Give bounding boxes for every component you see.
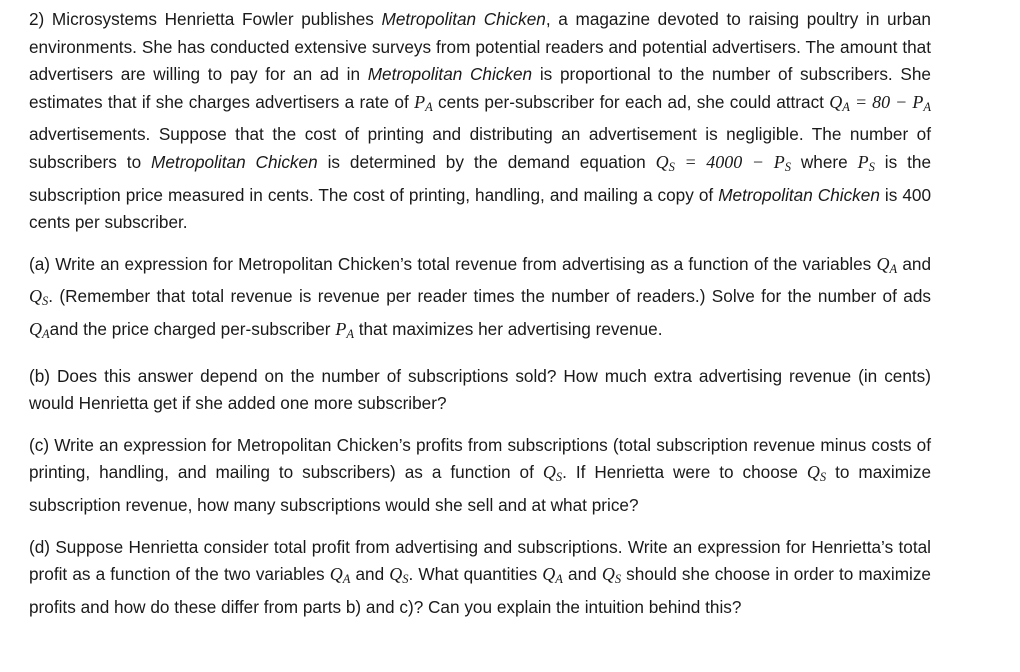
problem-intro (29, 6, 931, 237)
math-qa: $Q_A$ (329, 564, 351, 587)
magazine-title: Metropolitan Chicken (381, 9, 546, 29)
problem-text (29, 6, 931, 621)
math-qs: $Q_S$ (806, 462, 827, 485)
magazine-title: Metropolitan Chicken (718, 184, 880, 205)
math-qs: $Q_S$ (542, 462, 563, 485)
part-c: (c) Write an expression for Metropolitan Chicken’s profits from subscriptions (total subscription revenue minus costs of printing, handling, and mailing to subscribers) as a function of $Q_S$. If Henrietta were to choose $Q_S$ to maximize subscription revenue, how many subscriptions would she sell and at what price? (29, 434, 932, 515)
math-qs-equation: $Q_S = 4000 - P_S$ (655, 151, 791, 174)
math-qa: $Q_A$ (29, 318, 50, 341)
intro-text-5: advertisements. Suppose that the cost of printing and distributing an advertisement is negligible. The number of subscribers to (29, 124, 931, 172)
intro-text-7: where (790, 151, 858, 172)
math-pa: $P_A$ (335, 318, 354, 341)
intro-text-9: is 400 cents per subscriber. (29, 184, 932, 233)
math-qa-equation: $Q_A = 80 - P_A$ (829, 91, 931, 114)
intro-text-6: is determined by the demand equation (317, 151, 656, 172)
intro-text-4: cents per-subscriber for each ad, she could attract (432, 91, 830, 112)
math-qa: $Q_A$ (876, 253, 898, 276)
intro-text-2: , a magazine devoted to raising poultry in urban environments. She has conducted extensive surveys from potential readers and potential advertisers. The amount that advertisers are willing to pay for an ad in (29, 9, 931, 85)
intro-text-1: 2) Microsystems Henrietta Fowler publishes (29, 9, 382, 29)
magazine-title: Metropolitan Chicken (367, 64, 533, 85)
math-pa: $P_A$ (414, 91, 433, 114)
part-a: (a) Write an expression for Metropolitan Chicken’s total revenue from advertising as a function of the variables $Q_A$ and $Q_S$. (Remember that total revenue is revenue per reader times the number of readers.) Solve for the number of ads $Q_Aand$ the price charged per-subscriber $P_A$ that maximizes her advertising revenue. (29, 253, 931, 341)
math-qs: $Q_S$ (29, 286, 49, 309)
math-qa: $Q_A$ (542, 564, 563, 587)
magazine-title: Metropolitan Chicken (151, 151, 318, 172)
part-b: (b) Does this answer depend on the number of subscriptions sold? How much extra advertising revenue (in cents) would Henrietta get if she added one more subscriber? (29, 365, 931, 414)
math-qs: $Q_S$ (389, 564, 409, 587)
intro-text-8: is the subscription price measured in cents. The cost of printing, handling, and mailing a copy of (29, 151, 932, 205)
math-qs: $Q_S$ (601, 564, 622, 587)
intro-text-3: is proportional to the number of subscribers. She estimates that if she charges advertisers a rate of (29, 64, 931, 112)
math-ps: $P_S$ (857, 151, 875, 174)
part-d: (d) Suppose Henrietta consider total profit from advertising and subscriptions. Write an expression for Henrietta’s total profit as a function of the two variables $Q_A$ and $Q_S$. What quantities $Q_A$ and $Q_S$ should she choose in order to maximize profits and how do these differ from parts b) and c)? Can you explain the intuition behind this? (29, 536, 931, 617)
